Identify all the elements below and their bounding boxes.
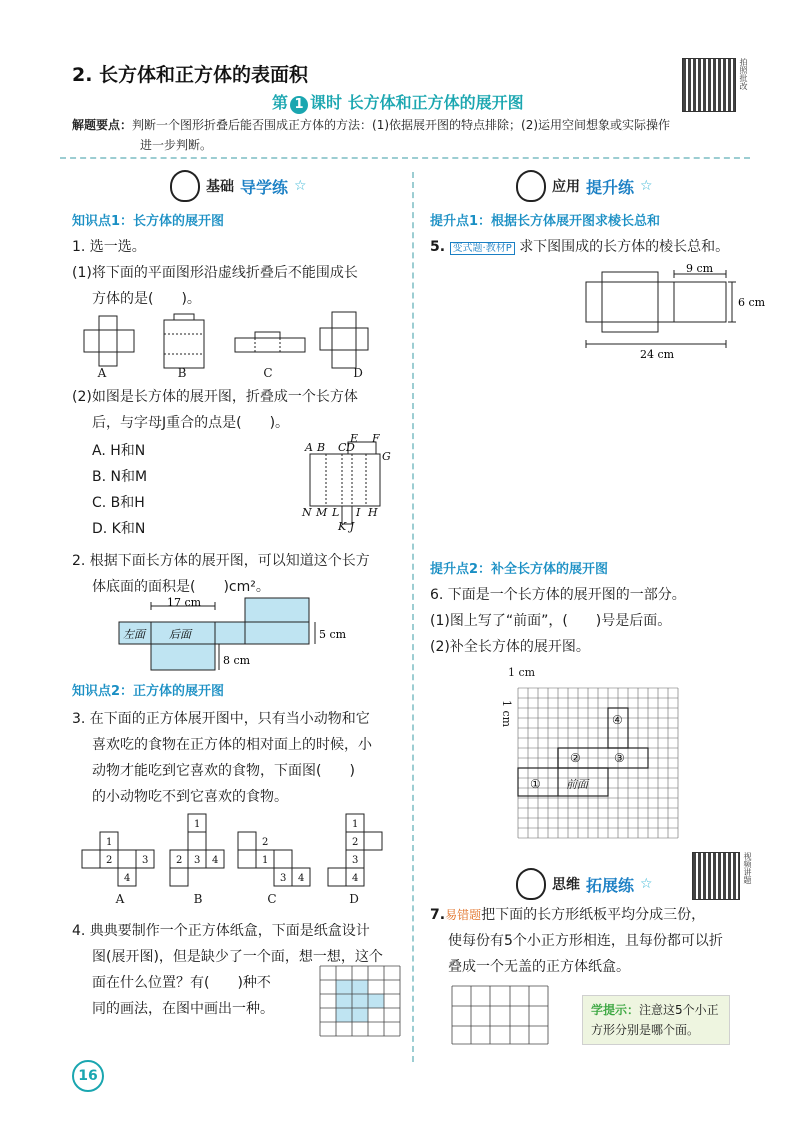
section-basic-b: 导学练	[240, 177, 289, 197]
svg-text:3: 3	[194, 855, 201, 866]
section-basic-header	[170, 170, 307, 202]
q2-dim-5: 5 cm	[319, 628, 347, 641]
star-icon: ☆	[640, 178, 653, 194]
q1-p2b: 后，与字母J重合的点是( )。	[92, 415, 290, 431]
study-hint	[582, 995, 730, 1045]
q6-unit-top: 1 cm	[508, 666, 536, 679]
svg-text:1: 1	[262, 855, 269, 866]
q6-face-4: ④	[612, 713, 623, 727]
svg-text:2: 2	[176, 855, 183, 866]
q4-grid[interactable]	[320, 966, 404, 1038]
question-1-part2	[72, 384, 407, 436]
svg-text:4: 4	[124, 873, 131, 884]
q2-face-left: 左面	[123, 628, 145, 641]
svg-text:3: 3	[352, 855, 359, 866]
section-extend-header	[516, 868, 653, 900]
svg-text:2: 2	[106, 855, 113, 866]
svg-text:3: 3	[142, 855, 149, 866]
video-qr-label: 视频讲题	[743, 852, 752, 884]
q2-line2: 体底面的面积是( )cm²。	[92, 579, 270, 595]
net-letter-d: D	[346, 441, 355, 454]
q3-label-c: C	[267, 892, 277, 906]
net-letter-h: H	[368, 506, 378, 519]
q1-label-a: A	[97, 366, 107, 380]
net-letter-i: I	[356, 506, 361, 519]
question-1	[72, 234, 402, 312]
solving-tips	[72, 115, 752, 155]
page-number: 16	[72, 1060, 104, 1092]
kp1-left: 知识点1：长方体的展开图	[72, 214, 225, 229]
star-icon: ☆	[640, 876, 653, 892]
q7-prefix: 7.	[430, 907, 446, 923]
q2-dim-17: 17 cm	[167, 596, 202, 609]
q7-tag: 易错题	[445, 908, 482, 922]
tips-label: 解题要点：	[72, 118, 133, 132]
section-apply-a: 应用	[552, 179, 580, 195]
q4-line4: 同的画法，在图中画出一种。	[92, 1001, 274, 1017]
q6-grid[interactable]	[518, 688, 686, 844]
lesson-number: 1	[290, 96, 308, 114]
q5-tag: 变式题·教材P	[450, 242, 515, 255]
question-3	[72, 706, 407, 810]
mascot-icon	[516, 170, 546, 202]
section-apply-header	[516, 170, 653, 202]
column-divider	[412, 172, 414, 1062]
q3-line1: 3. 在下面的正方体展开图中，只有当小动物和它	[72, 711, 370, 727]
svg-text:1: 1	[194, 819, 201, 830]
q2-net	[115, 596, 355, 678]
q5-prefix: 5.	[430, 239, 446, 255]
q1-p2a: (2)如图是长方体的展开图，折叠成一个长方体	[72, 389, 358, 405]
q7-line2: 使每份有5个小正方形相连，且每份都可以折	[448, 933, 723, 949]
q1-p1b: 方体的是( )。	[92, 291, 201, 307]
svg-text:2: 2	[352, 837, 359, 848]
q6-unit-left: 1 cm	[500, 700, 513, 728]
q6-front: 前面	[566, 778, 588, 791]
net-letter-m: M	[316, 506, 328, 519]
q3-line2: 喜欢吃的食物在正方体的相对面上的时候，小	[92, 737, 372, 753]
q1-title: 1. 选一选。	[72, 239, 146, 255]
q7-line1: 把下面的长方形纸板平均分成三份，	[481, 907, 706, 923]
q3-label-d: D	[349, 892, 359, 906]
star-icon: ☆	[294, 178, 307, 194]
net-letter-g: G	[382, 450, 391, 463]
net-letter-l: L	[332, 506, 340, 519]
qr-code-icon[interactable]	[682, 58, 736, 112]
lesson-subtitle	[272, 90, 524, 114]
q4-line1: 4. 典典要制作一个正方体纸盒，下面是纸盒设计	[72, 923, 370, 939]
q5-text: 求下图围成的长方体的棱长总和。	[519, 239, 730, 255]
q3-label-a: A	[115, 892, 125, 906]
q2-face-back: 后面	[169, 628, 191, 641]
question-6	[430, 582, 760, 660]
q6-face-2: ②	[570, 751, 581, 765]
svg-text:3: 3	[280, 873, 287, 884]
section-extend-b: 拓展练	[586, 875, 635, 895]
q4-line3: 面在什么位置？有( )种不	[92, 975, 271, 991]
q1-option-d[interactable]: D. K和N	[92, 521, 146, 537]
q1-p1a: (1)将下面的平面图形沿虚线折叠后不能围成长	[72, 265, 358, 281]
q3-line4: 的小动物吃不到它喜欢的食物。	[92, 789, 288, 805]
qr-label: 拍照批改	[739, 58, 748, 90]
hint-text: 注意这5个小正方形分别是哪个面。	[591, 1003, 719, 1037]
q5-dim-6: 6 cm	[738, 296, 766, 309]
section-extend-a: 思维	[552, 877, 580, 893]
video-qr-icon[interactable]	[692, 852, 740, 900]
q2-line1: 2. 根据下面长方体的展开图，可以知道这个长方	[72, 553, 370, 569]
q6-line2: (1)图上写了“前面”，( )号是后面。	[430, 613, 672, 629]
tips-line1: 判断一个图形折叠后能否围成正方体的方法：(1)依据展开图的特点排除；(2)运用空间想象或实际操作	[132, 118, 671, 132]
kp2-right: 提升点2：补全长方体的展开图	[430, 562, 609, 577]
q1-option-c[interactable]: C. B和H	[92, 495, 145, 511]
svg-text:1: 1	[352, 819, 359, 830]
tips-line2: 进一步判断。	[140, 138, 213, 152]
q6-line3: (2)补全长方体的展开图。	[430, 639, 590, 655]
svg-text:4: 4	[352, 873, 359, 884]
q1-label-d: D	[353, 366, 363, 380]
q4-line2: 图(展开图)，但是缺少了一个面，想一想，这个	[92, 949, 383, 965]
q5-dim-24: 24 cm	[640, 348, 675, 361]
q2-dim-8: 8 cm	[223, 654, 251, 667]
q6-face-1: ①	[530, 777, 541, 791]
q1-label-b: B	[177, 366, 187, 380]
q1-net-lettered	[300, 432, 400, 532]
q5-dim-9: 9 cm	[686, 262, 714, 275]
header-divider	[60, 157, 750, 159]
q3-line3: 动物才能吃到它喜欢的食物，下面图( )	[92, 763, 355, 779]
q1-option-b[interactable]: B. N和M	[92, 469, 148, 485]
net-letter-e: E	[350, 432, 359, 445]
kp1-right: 提升点1：根据长方体展开图求棱长总和	[430, 214, 661, 229]
q3-nets	[78, 808, 398, 894]
net-letter-f: F	[372, 432, 380, 445]
kp2-left: 知识点2：正方体的展开图	[72, 684, 225, 699]
q7-grid[interactable]	[452, 984, 552, 1048]
svg-text:4: 4	[298, 873, 305, 884]
lesson-suffix: 课时 长方体和正方体的展开图	[310, 93, 524, 112]
question-7	[430, 902, 770, 980]
question-5	[430, 234, 760, 262]
svg-text:2: 2	[262, 837, 269, 848]
question-2	[72, 548, 407, 600]
q7-line3: 叠成一个无盖的正方体纸盒。	[448, 959, 630, 975]
net-letter-a: A	[305, 441, 313, 454]
net-letter-c: C	[338, 441, 347, 454]
net-letter-kj: K J	[338, 520, 355, 533]
q1-option-a[interactable]: A. H和N	[92, 443, 146, 459]
net-letter-b: B	[317, 441, 326, 454]
q6-face-3: ③	[614, 751, 625, 765]
q3-label-b: B	[193, 892, 203, 906]
q5-net	[582, 262, 766, 361]
section-basic-a: 基础	[206, 179, 234, 195]
net-letter-n: N	[302, 506, 312, 519]
page-title: 2. 长方体和正方体的表面积	[72, 64, 309, 86]
hint-label: 学提示：	[591, 1003, 640, 1017]
q1-label-c: C	[263, 366, 273, 380]
svg-text:4: 4	[212, 855, 219, 866]
mascot-icon	[516, 868, 546, 900]
svg-text:1: 1	[106, 837, 113, 848]
lesson-prefix: 第	[272, 93, 289, 112]
q1-options	[92, 438, 147, 542]
section-apply-b: 提升练	[586, 177, 635, 197]
q6-line1: 6. 下面是一个长方体的展开图的一部分。	[430, 587, 686, 603]
mascot-icon	[170, 170, 200, 202]
